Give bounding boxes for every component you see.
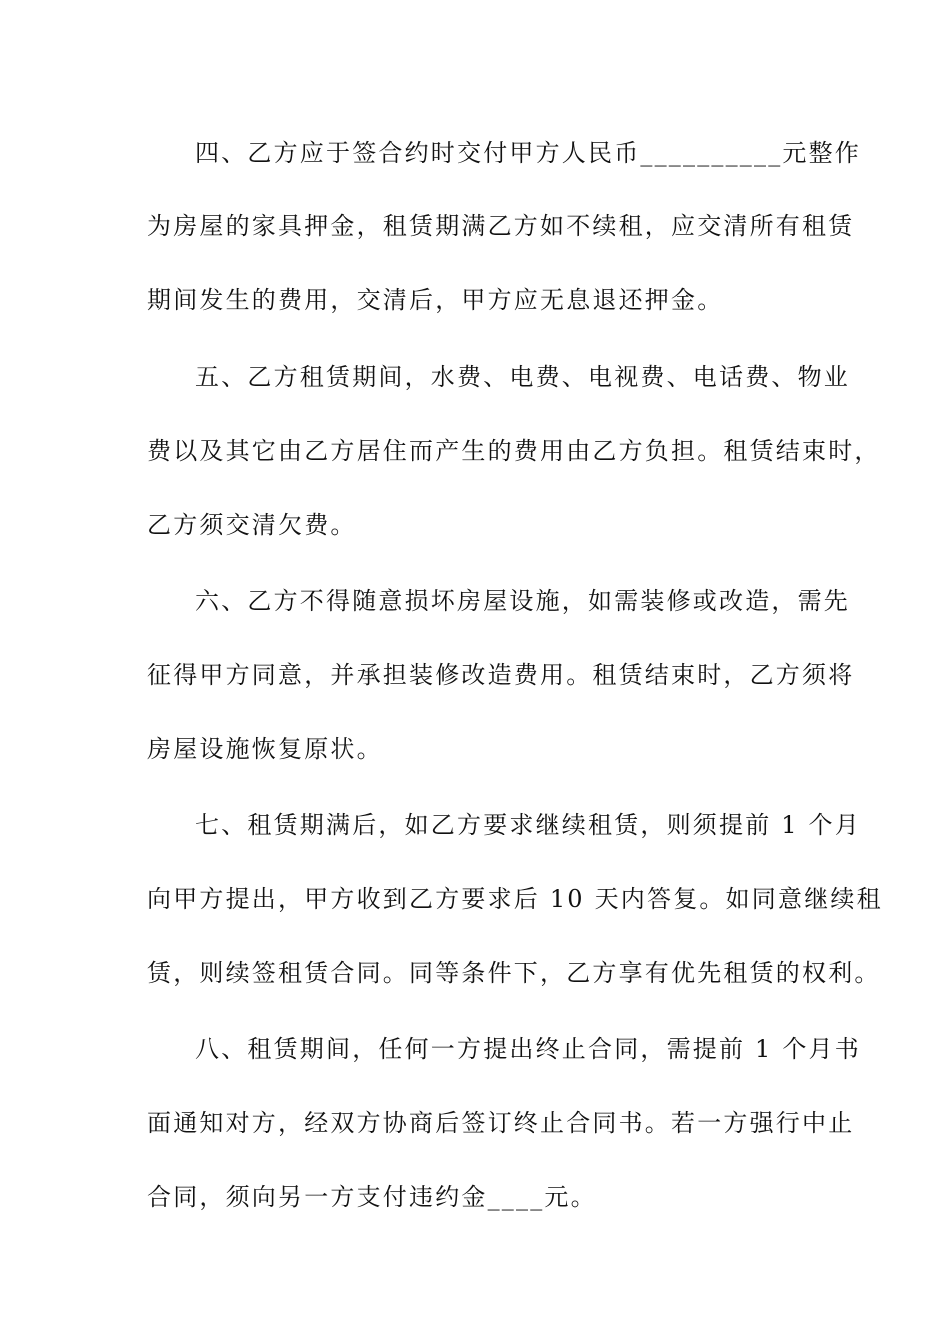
clause-6-line-3: 房屋设施恢复原状。 <box>147 735 383 763</box>
clause-7-line-3: 赁，则续签租赁合同。同等条件下，乙方享有优先租赁的权利。 <box>147 959 881 987</box>
clause-6-line-1: 六、乙方不得随意损坏房屋设施，如需装修或改造，需先 <box>195 587 850 615</box>
clause-8-line-1: 八、租赁期间，任何一方提出终止合同，需提前 1 个月书 <box>195 1035 861 1063</box>
clause-5-line-1: 五、乙方租赁期间，水费、电费、电视费、电话费、物业 <box>195 363 850 391</box>
clause-8-line-3: 合同，须向另一方支付违约金____元。 <box>147 1183 597 1211</box>
clause-8-line-2: 面通知对方，经双方协商后签订终止合同书。若一方强行中止 <box>147 1109 855 1137</box>
clause-5-line-3: 乙方须交清欠费。 <box>147 511 357 539</box>
clause-5-line-2: 费以及其它由乙方居住而产生的费用由乙方负担。租赁结束时， <box>147 437 881 465</box>
clause-4-line-2: 为房屋的家具押金，租赁期满乙方如不续租，应交清所有租赁 <box>147 212 855 240</box>
clause-4-line-3: 期间发生的费用，交清后，甲方应无息退还押金。 <box>147 286 724 314</box>
clause-7-line-2: 向甲方提出，甲方收到乙方要求后 10 天内答复。如同意继续租 <box>147 885 883 913</box>
clause-4-line-1: 四、乙方应于签合约时交付甲方人民币__________元整作 <box>195 139 861 167</box>
clause-6-line-2: 征得甲方同意，并承担装修改造费用。租赁结束时，乙方须将 <box>147 661 855 689</box>
clause-7-line-1: 七、租赁期满后，如乙方要求继续租赁，则须提前 1 个月 <box>195 811 861 839</box>
